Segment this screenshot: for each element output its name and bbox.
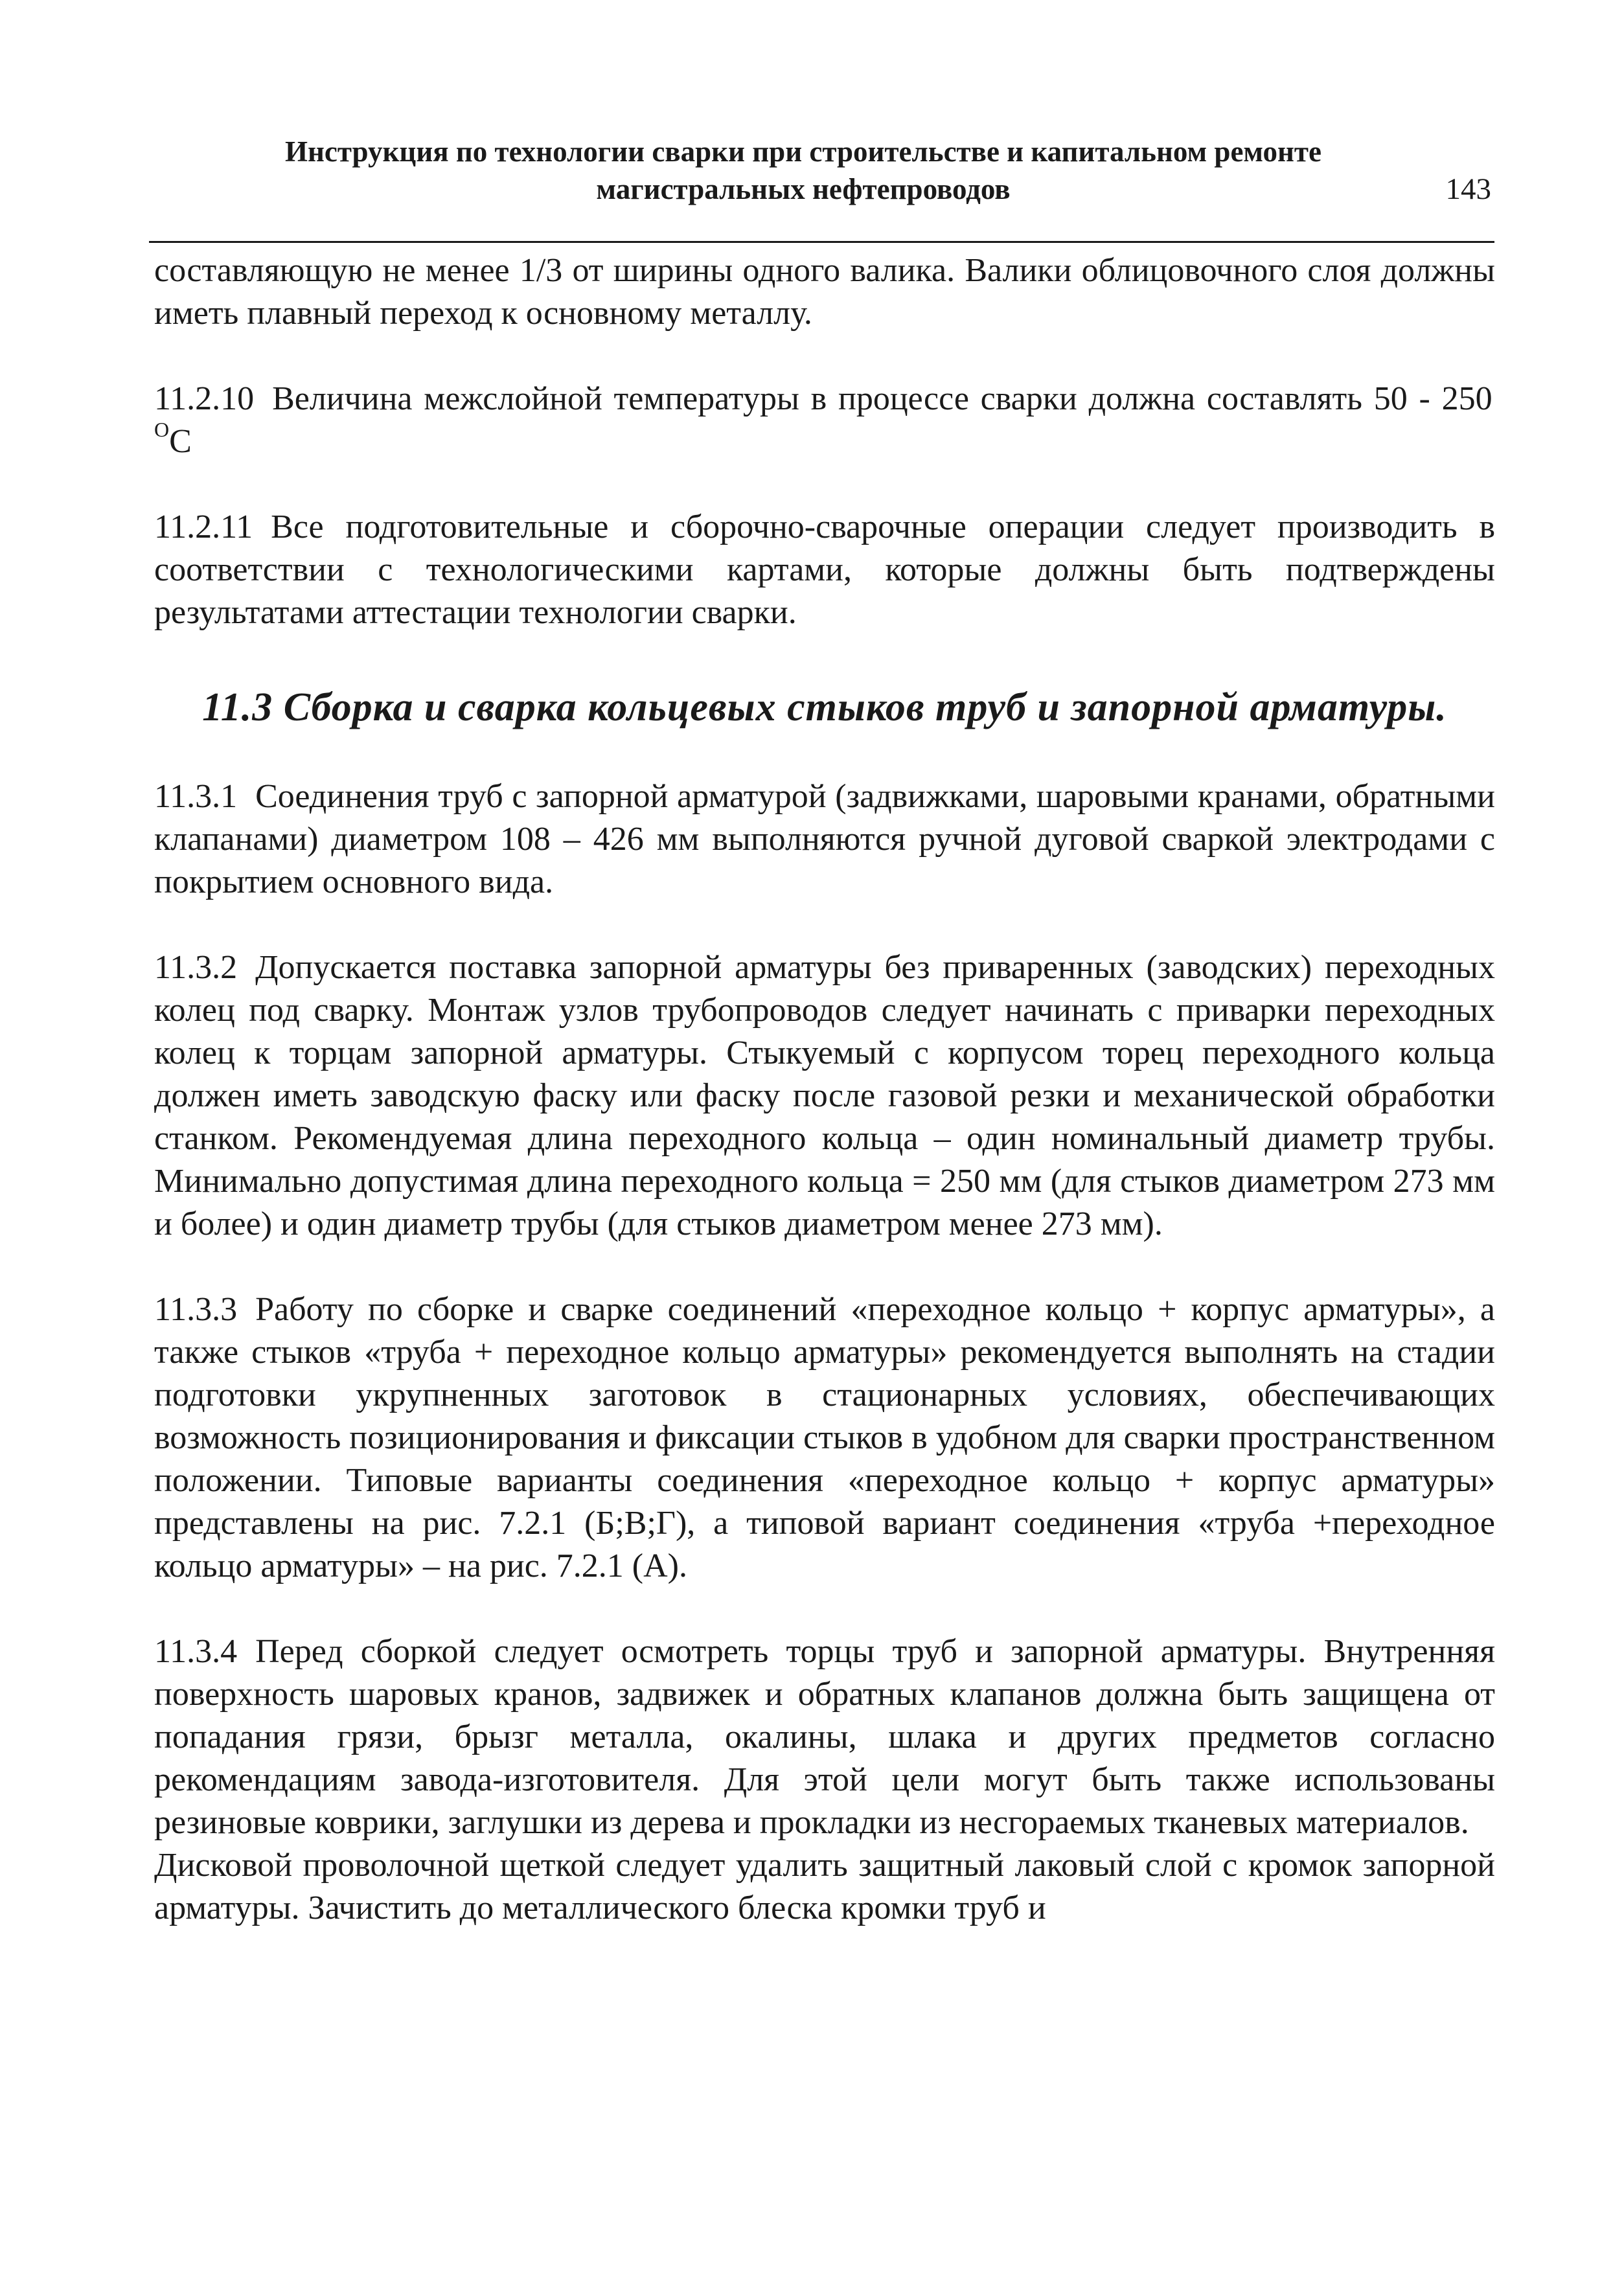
- header-title-line1: Инструкция по технологии сварки при строительстве и капитальном ремонте: [284, 135, 1321, 168]
- page-number: 143: [1445, 172, 1491, 206]
- clause-text: Величина межслойной температуры в процессе сварки должна составлять 50 - 250: [272, 380, 1492, 417]
- degree-sign: О: [154, 418, 170, 441]
- paragraph-11-3-1: [154, 775, 1495, 904]
- clause-number: 11.2.11: [154, 508, 253, 545]
- temperature-unit: С: [169, 423, 192, 460]
- clause-text: Допускается поставка запорной арматуры без приваренных (заводских) переходных колец под сварку. Монтаж узлов трубопроводов следует начинать с приварки переходных колец к торцам запорной арматуры. Стыкуемый с корпусом торец переходного кольца должен иметь заводскую фаску или фаску после газовой резки и механической обработки станком. Рекомендуемая длина переходного кольца – один номинальный диаметр трубы. Минимально допустимая длина переходного кольца = 250 мм (для стыков диаметром 273 мм и более) и один диаметр трубы (для стыков диаметром менее 273 мм).: [154, 949, 1495, 1242]
- paragraph-11-2-10: [154, 378, 1495, 463]
- header-divider: [149, 241, 1494, 243]
- page-header: [194, 133, 1412, 208]
- document-body: [154, 249, 1495, 1930]
- paragraph-11-3-2: [154, 946, 1495, 1246]
- clause-number: 11.3.1: [154, 778, 238, 815]
- clause-text: Все подготовительные и сборочно-сварочные операции следует производить в соответствии с технологическими картами, которые должны быть подтверждены результатами аттестации технологии сварки.: [154, 508, 1495, 631]
- clause-text: Работу по сборке и сварке соединений «переходное кольцо + корпус арматуры», а также стыков «труба + переходное кольцо арматуры» рекомендуется выполнять на стадии подготовки укрупненных заготовок в стационарных условиях, обеспечивающих возможность позиционирования и фиксации стыков в удобном для сварки пространственном положении. Типовые варианты соединения «переходное кольцо + корпус арматуры» представлены на рис. 7.2.1 (Б;В;Г), а типовой вариант соединения «труба +переходное кольцо арматуры» – на рис. 7.2.1 (А).: [154, 1291, 1495, 1584]
- clause-number: 11.3.2: [154, 949, 238, 986]
- header-title-line2: магистральных нефтепроводов: [596, 173, 1011, 205]
- clause-number: 11.2.10: [154, 380, 255, 417]
- paragraph-11-3-4: [154, 1630, 1495, 1844]
- clause-text: Перед сборкой следует осмотреть торцы труб и запорной арматуры. Внутренняя поверхность шаровых кранов, задвижек и обратных клапанов должна быть защищена от попадания грязи, брызг металла, окалины, шлака и других предметов согласно рекомендациям завода-изготовителя. Для этой цели могут быть также использованы резиновые коврики, заглушки из дерева и прокладки из несгораемых тканевых материалов.: [154, 1633, 1495, 1841]
- paragraph-11-3-3: [154, 1288, 1495, 1588]
- section-title: 11.3 Сборка и сварка кольцевых стыков труб и запорной арматуры.: [202, 685, 1447, 729]
- clause-number: 11.3.4: [154, 1633, 238, 1670]
- paragraph-cleaning: Дисковой проволочной щеткой следует удалить защитный лаковый слой с кромок запорной арматуры. Зачистить до металлического блеска кромки труб и: [154, 1847, 1495, 1926]
- paragraph-continuation: составляющую не менее 1/3 от ширины одного валика. Валики облицовочного слоя должны иметь плавный переход к основному металлу.: [154, 252, 1495, 332]
- clause-number: 11.3.3: [154, 1291, 238, 1328]
- paragraph-11-2-11: [154, 506, 1495, 634]
- clause-text: Соединения труб с запорной арматурой (задвижками, шаровыми кранами, обратными клапанами) диаметром 108 – 426 мм выполняются ручной дуговой сваркой электродами с покрытием основного вида.: [154, 778, 1495, 900]
